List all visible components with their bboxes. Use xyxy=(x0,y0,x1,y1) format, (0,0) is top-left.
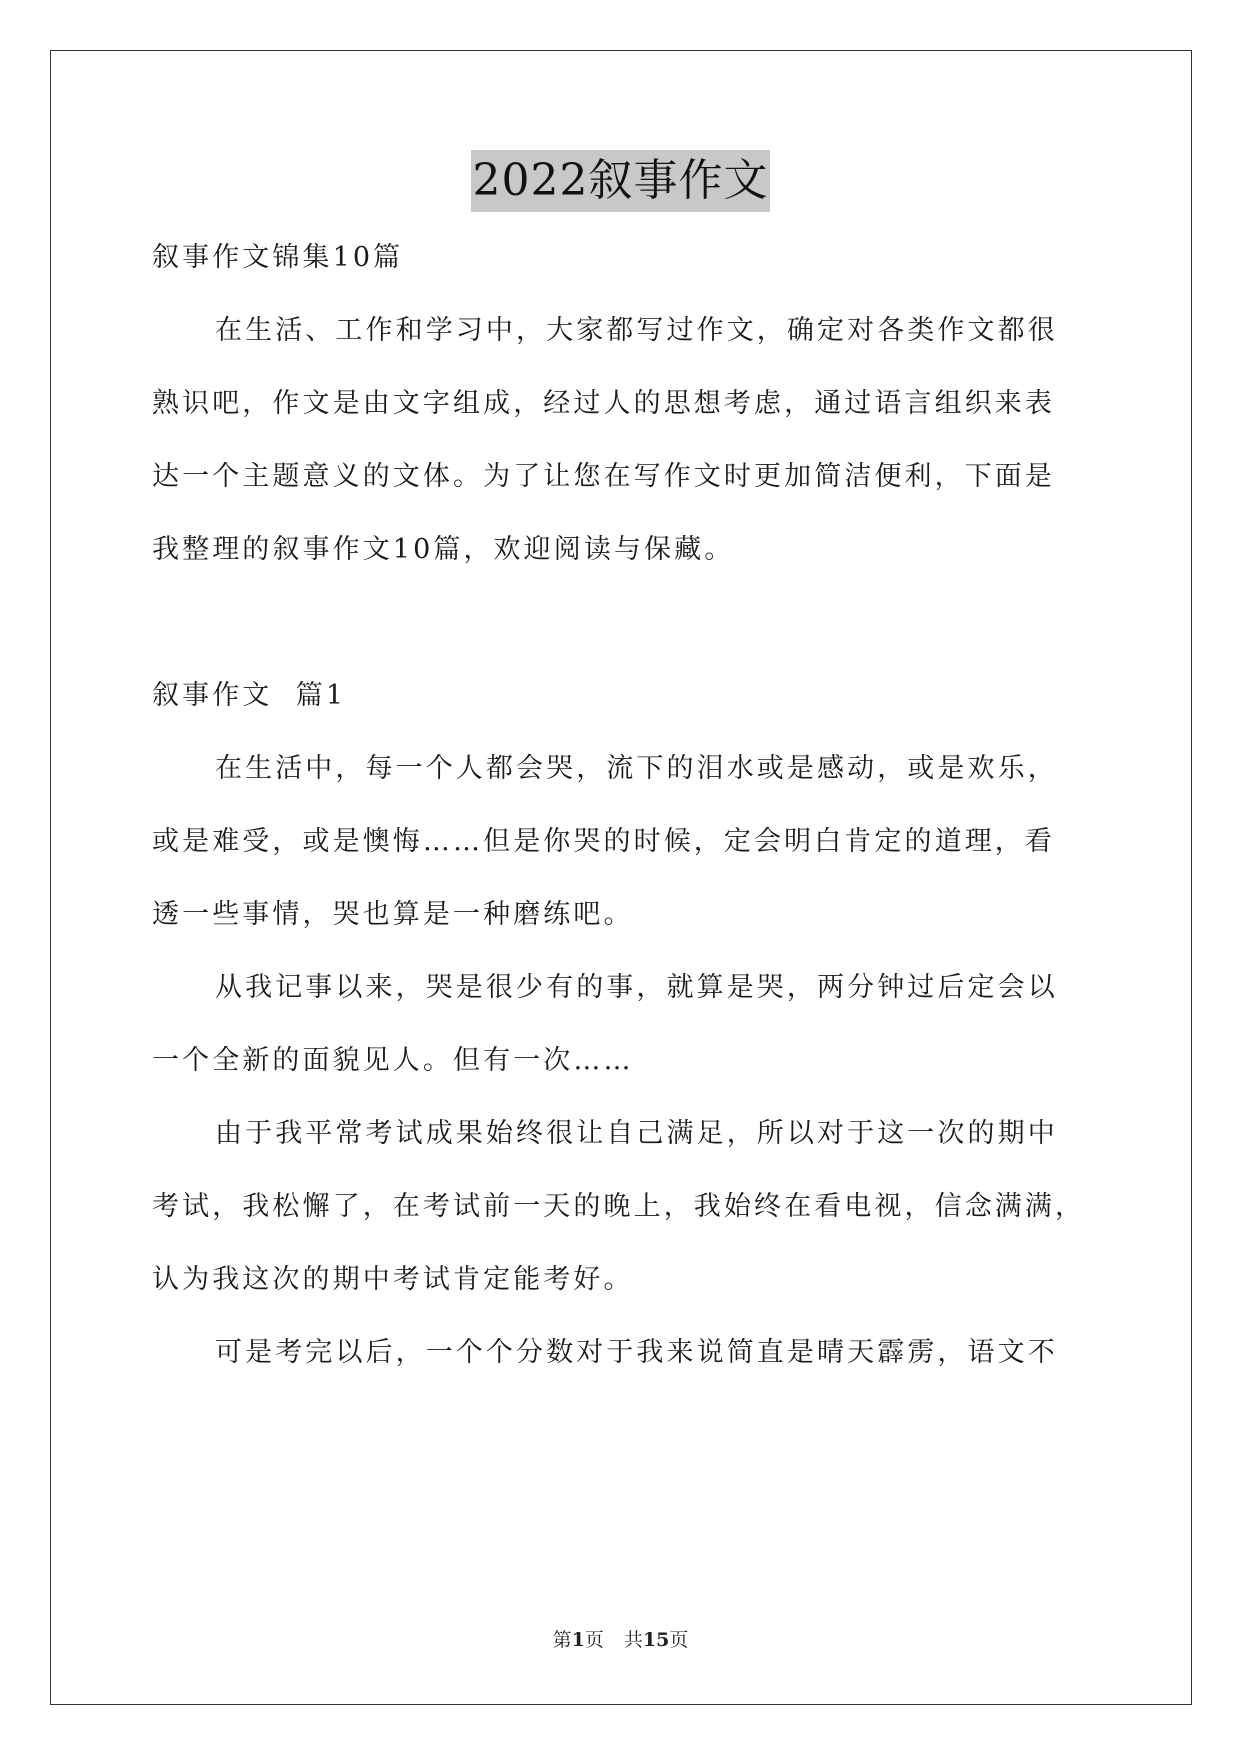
section-line-2: 或是难受，或是懊悔……但是你哭的时候，定会明白肯定的道理，看 xyxy=(152,826,1055,857)
intro-line-4: 我整理的叙事作文10篇，欢迎阅读与保藏。 xyxy=(152,534,735,565)
section-line-8: 认为我这次的期中考试肯定能考好。 xyxy=(152,1264,634,1295)
intro-line-3: 达一个主题意义的文体。为了让您在写作文时更加简洁便利，下面是 xyxy=(152,461,1055,492)
section-line-7: 考试，我松懈了，在考试前一天的晚上，我始终在看电视，信念满满， xyxy=(152,1191,1086,1222)
intro-heading: 叙事作文锦集10篇 xyxy=(152,242,404,273)
section-heading: 叙事作文 篇1 xyxy=(152,680,347,711)
title-container xyxy=(0,150,1241,212)
section-line-9: 可是考完以后，一个个分数对于我来说简直是晴天霹雳，语文不 xyxy=(215,1337,1058,1368)
intro-line-2: 熟识吧，作文是由文字组成，经过人的思想考虑，通过语言组织来表 xyxy=(152,388,1055,419)
section-line-4: 从我记事以来，哭是很少有的事，就算是哭，两分钟过后定会以 xyxy=(215,972,1058,1003)
footer-total-suffix: 页 xyxy=(669,1629,689,1651)
page-footer xyxy=(0,1627,1241,1653)
section-line-1: 在生活中，每一个人都会哭，流下的泪水或是感动，或是欢乐， xyxy=(215,753,1058,784)
footer-page-suffix: 页 xyxy=(584,1629,604,1651)
footer-page-number: 1 xyxy=(571,1629,585,1651)
page-border xyxy=(50,50,1192,1705)
section-line-5: 一个全新的面貌见人。但有一次…… xyxy=(152,1045,634,1076)
section-line-6: 由于我平常考试成果始终很让自己满足，所以对于这一次的期中 xyxy=(215,1118,1058,1149)
section-line-3: 透一些事情，哭也算是一种磨练吧。 xyxy=(152,899,634,930)
intro-line-1: 在生活、工作和学习中，大家都写过作文，确定对各类作文都很 xyxy=(215,315,1058,346)
footer-total-prefix: 共 xyxy=(623,1629,643,1651)
footer-total-pages: 15 xyxy=(642,1629,670,1651)
footer-page-prefix: 第 xyxy=(552,1629,572,1651)
document-title: 2022叙事作文 xyxy=(471,150,771,212)
